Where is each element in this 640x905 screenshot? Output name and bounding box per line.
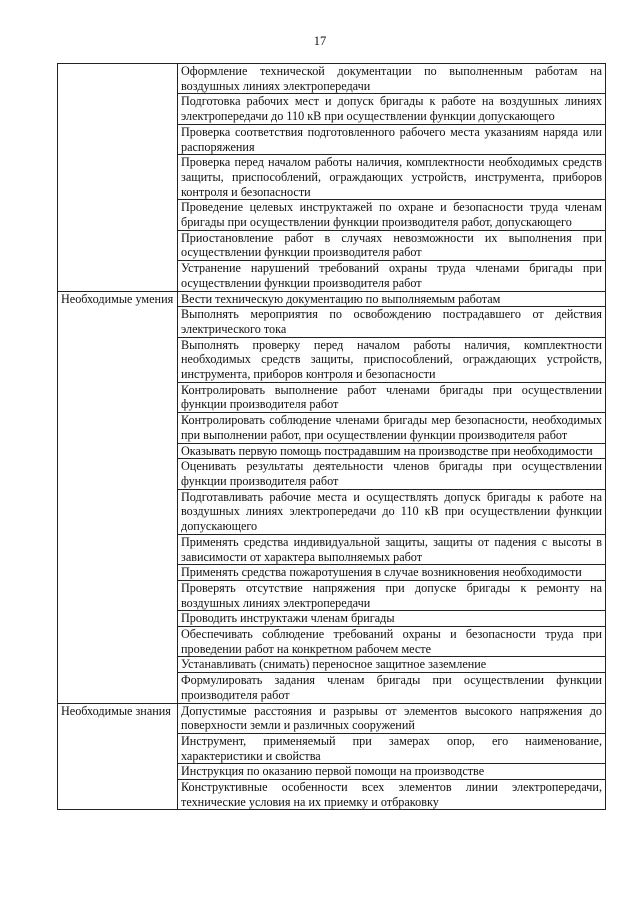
- table-cell-item: Проверка соответствия подготовленного рабочего места указаниям наряда или распоряжения: [178, 124, 606, 154]
- table-cell-item: Устанавливать (снимать) переносное защитное заземление: [178, 657, 606, 673]
- table-cell-item: Приостановление работ в случаях невозможности их выполнения при осуществлении функции производителя работ: [178, 230, 606, 260]
- table-cell-item: Оформление технической документации по выполненным работам на воздушных линиях электропередачи: [178, 64, 606, 94]
- table-cell-item: Конструктивные особенности всех элементов линии электропередачи, технические условия на их приемку и отбраковку: [178, 780, 606, 810]
- table-cell-item: Проведение целевых инструктажей по охране и безопасности труда членам бригады при осуществлении функции производителя работ, допускающего: [178, 200, 606, 230]
- table-cell-item: Обеспечивать соблюдение требований охраны и безопасности труда при проведении работ на конкретном рабочем месте: [178, 627, 606, 657]
- table-cell-item: Инструмент, применяемый при замерах опор, его наименование, характеристики и свойства: [178, 733, 606, 763]
- requirements-table-body: [58, 64, 606, 810]
- table-cell-item: Устранение нарушений требований охраны труда членами бригады при осуществлении функции производителя работ: [178, 261, 606, 291]
- table-cell-item: Допустимые расстояния и разрывы от элементов высокого напряжения до поверхности земли и различных сооружений: [178, 703, 606, 733]
- table-row: [58, 703, 606, 733]
- requirements-table: [57, 63, 606, 810]
- section-label: Необходимые умения: [58, 291, 178, 703]
- table-cell-item: Применять средства индивидуальной защиты, защиты от падения с высоты в зависимости от характера выполняемых работ: [178, 534, 606, 564]
- section-label: Необходимые знания: [58, 703, 178, 810]
- table-cell-item: Выполнять проверку перед началом работы наличия, комплектности необходимых средств защиты, приспособлений, ограждающих устройств, инструмента, приборов контроля и безопасности: [178, 337, 606, 382]
- table-cell-item: Подготовка рабочих мест и допуск бригады к работе на воздушных линиях электропередачи до 110 кВ при осуществлении функции допускающего: [178, 94, 606, 124]
- table-cell-item: Проверка перед началом работы наличия, комплектности необходимых средств защиты, приспособлений, ограждающих устройств, инструмента, приборов контроля и безопасности: [178, 155, 606, 200]
- table-cell-item: Применять средства пожаротушения в случае возникновения необходимости: [178, 565, 606, 581]
- table-row: [58, 64, 606, 94]
- table-cell-item: Контролировать выполнение работ членами бригады при осуществлении функции производителя работ: [178, 382, 606, 412]
- table-cell-item: Формулировать задания членам бригады при осуществлении функции производителя работ: [178, 673, 606, 703]
- table-cell-item: Вести техническую документацию по выполняемым работам: [178, 291, 606, 307]
- page-number: 17: [313, 34, 327, 48]
- section-label: [58, 64, 178, 292]
- table-cell-item: Выполнять мероприятия по освобождению пострадавшего от действия электрического тока: [178, 307, 606, 337]
- table-cell-item: Оказывать первую помощь пострадавшим на производстве при необходимости: [178, 443, 606, 459]
- table-cell-item: Проводить инструктажи членам бригады: [178, 611, 606, 627]
- table-cell-item: Подготавливать рабочие места и осуществлять допуск бригады к работе на воздушных линиях электропередачи до 110 кВ при осуществлении функции допускающего: [178, 489, 606, 534]
- table-cell-item: Контролировать соблюдение членами бригады мер безопасности, необходимых при выполнении работ, при осуществлении функции производителя работ: [178, 413, 606, 443]
- table-cell-item: Проверять отсутствие напряжения при допуске бригады к ремонту на воздушных линиях электропередачи: [178, 580, 606, 610]
- table-cell-item: Оценивать результаты деятельности членов бригады при осуществлении функции производителя работ: [178, 459, 606, 489]
- table-row: [58, 291, 606, 307]
- table-cell-item: Инструкция по оказанию первой помощи на производстве: [178, 764, 606, 780]
